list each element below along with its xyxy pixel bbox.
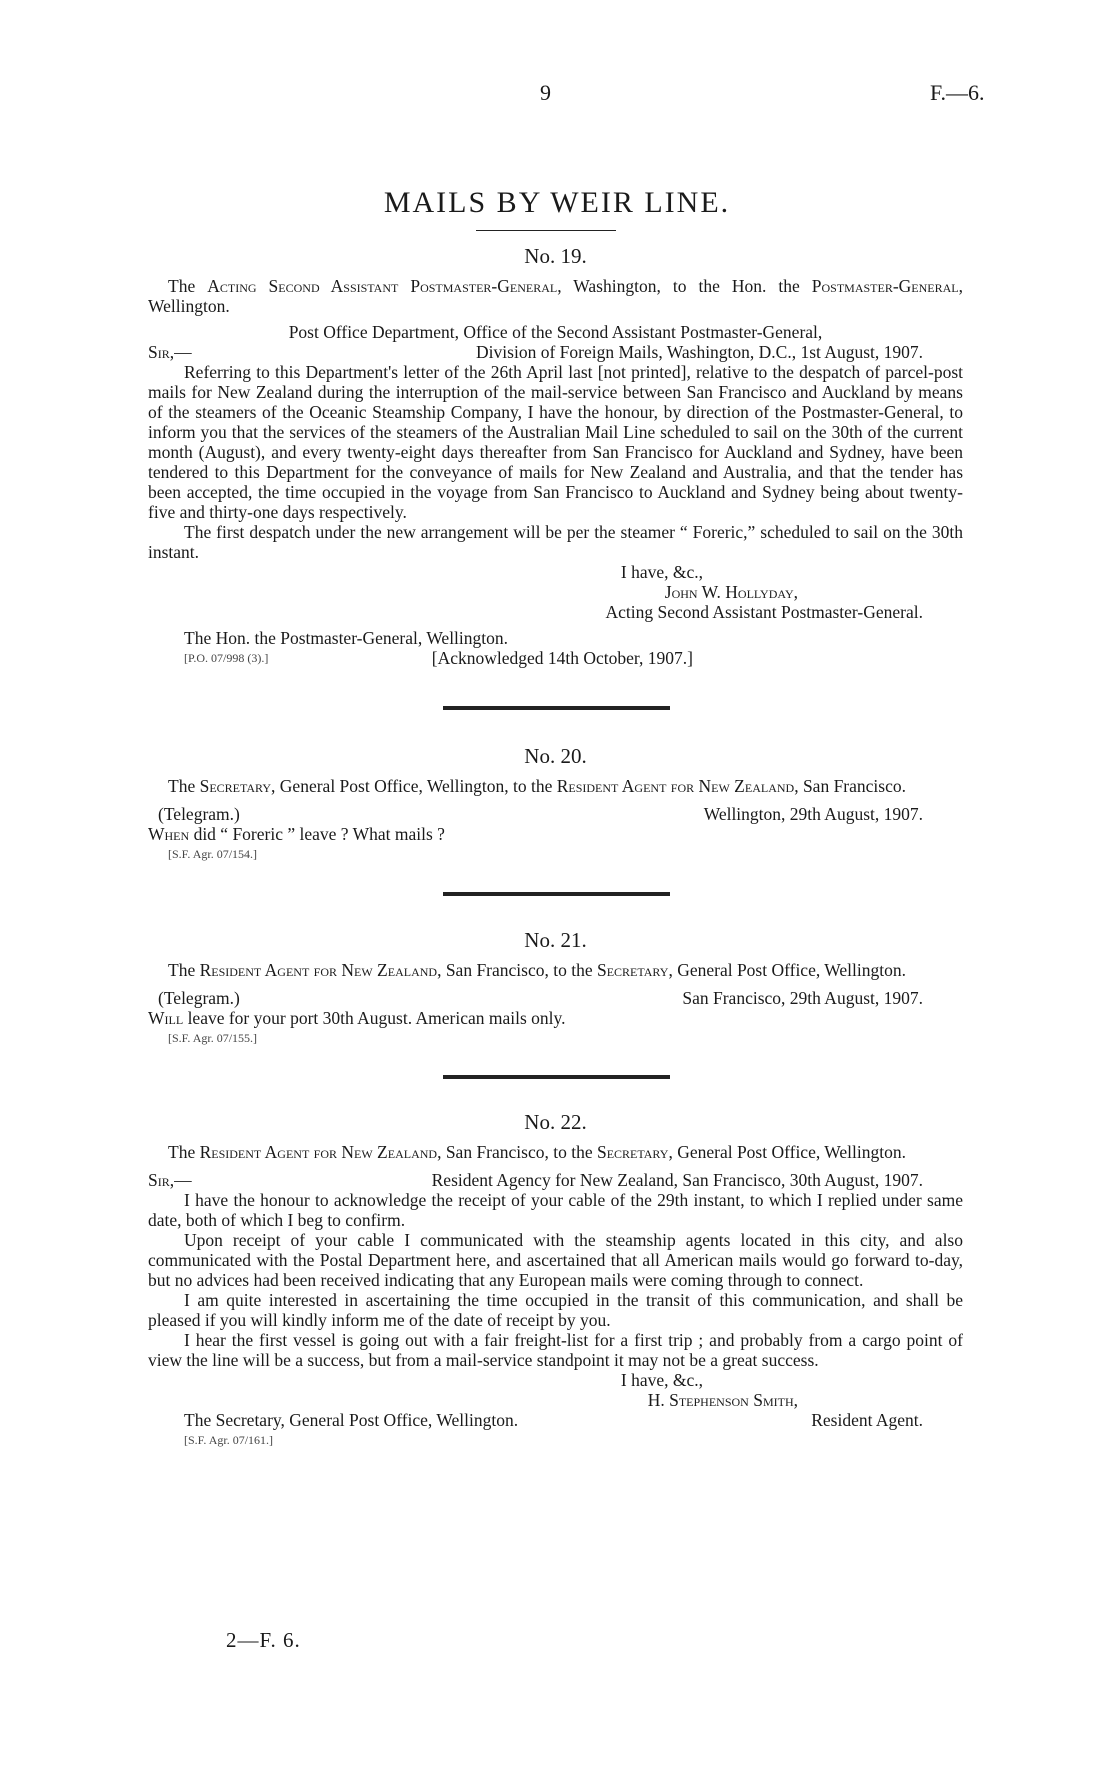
letter-20 (148, 746, 963, 864)
salutation-row (148, 342, 963, 362)
telegram-body: When did “ Foreric ” leave ? What mails ? (148, 824, 445, 844)
title-rule (476, 230, 616, 231)
letter-number: No. 21. (524, 928, 587, 952)
letter-21 (148, 930, 963, 1048)
sender-title: Resident Agent for New Zealand (199, 960, 438, 980)
page-number: 9 (540, 80, 551, 105)
paragraph: Upon receipt of your cable I communicated with the steamship agents located in this city, and also communicated with the Postal Department here, and ascertained that all American mails would go forward to-day, but no advices had been received indicating that any European mails were coming through to connect. (148, 1230, 963, 1290)
section-divider (443, 892, 670, 896)
reference: [S.F. Agr. 07/154.] (168, 847, 258, 861)
paragraph: I have the honour to acknowledge the receipt of your cable of the 29th instant, to which I replied under same date, both of which I beg to confirm. (148, 1190, 963, 1230)
signoff: I have, &c., (620, 1370, 703, 1390)
dateline: San Francisco, 29th August, 1907. (682, 988, 923, 1008)
paragraph: I hear the first vessel is going out with a fair freight-list for a first trip ; and probably from a cargo point of view the line will be a success, but from a mail-service standpoint it may not be a great success. (148, 1330, 963, 1370)
telegram-label: (Telegram.) (158, 988, 240, 1008)
letter-address: The Secretary, General Post Office, Wellington, to the Resident Agent for New Zealand, San Francisco. (168, 776, 906, 796)
signer-title: Resident Agent. (811, 1410, 923, 1430)
telegram-label: (Telegram.) (158, 804, 240, 824)
letter-number: No. 20. (524, 744, 587, 768)
letter-22 (148, 1112, 963, 1450)
reference: [S.F. Agr. 07/155.] (168, 1031, 258, 1045)
reference: [S.F. Agr. 07/161.] (184, 1433, 274, 1447)
office-line: Post Office Department, Office of the Second Assistant Postmaster-General, (288, 322, 823, 342)
reference: [P.O. 07/998 (3).] (184, 651, 269, 665)
recipient-title: Secretary (596, 1142, 669, 1162)
section-divider (443, 1075, 670, 1079)
letter-address: The Acting Second Assistant Postmaster-General, Washington, to the Hon. the Postmaster-General, Wellington. (148, 276, 964, 316)
letter-19 (148, 246, 963, 668)
letter-number: No. 19. (524, 244, 587, 268)
paragraph: The first despatch under the new arrangement will be per the steamer “ Foreric,” scheduled to sail on the 30th instant. (148, 522, 963, 562)
salutation: Sir,— (148, 1170, 192, 1190)
sender-title: Resident Agent for New Zealand (199, 1142, 438, 1162)
signer-title: Acting Second Assistant Postmaster-General. (605, 602, 923, 622)
recipient-title: Postmaster-General (811, 276, 959, 296)
dateline: Wellington, 29th August, 1907. (703, 804, 923, 824)
letter-address: The Resident Agent for New Zealand, San Francisco, to the Secretary, General Post Office, Wellington. (168, 960, 906, 980)
sheet-signature-mark: 2—F. 6. (226, 1628, 301, 1652)
paragraph: I am quite interested in ascertaining the time occupied in the transit of this communication, and shall be pleased if you will kindly inform me of the date of receipt by you. (148, 1290, 963, 1330)
page-title: MAILS BY WEIR LINE. (383, 186, 731, 219)
telegram-body: Will leave for your port 30th August. American mails only. (148, 1008, 566, 1028)
signoff: I have, &c., (620, 562, 703, 582)
recipient-line: The Hon. the Postmaster-General, Wellington. (184, 628, 509, 648)
letter-number: No. 22. (524, 1110, 587, 1134)
sender-title: Secretary (199, 776, 272, 796)
paper-code: F.—6. (930, 80, 985, 105)
acknowledged-note: [Acknowledged 14th October, 1907.] (431, 648, 693, 668)
salutation: Sir,— (148, 342, 192, 362)
recipient-title: Secretary (596, 960, 669, 980)
recipient-title: Resident Agent for New Zealand (556, 776, 795, 796)
signer-name: H. Stephenson Smith, (647, 1390, 798, 1410)
sender-title: Acting Second Assistant Postmaster-General (207, 276, 558, 296)
section-divider (443, 706, 670, 710)
signer-name: John W. Hollyday, (664, 582, 798, 602)
letter-address: The Resident Agent for New Zealand, San Francisco, to the Secretary, General Post Office, Wellington. (168, 1142, 906, 1162)
dateline: Division of Foreign Mails, Washington, D.C., 1st August, 1907. (476, 342, 923, 362)
recipient-line: The Secretary, General Post Office, Wellington. (184, 1410, 519, 1430)
dateline: Resident Agency for New Zealand, San Francisco, 30th August, 1907. (431, 1170, 923, 1190)
paragraph: Referring to this Department's letter of the 26th April last [not printed], relative to the despatch of parcel-post mails for New Zealand during the interruption of the mail-service between San Francisco and Auckland by means of the steamers of the Oceanic Steamship Company, I have the honour, by direction of the Postmaster-General, to inform you that the services of the steamers of the Australian Mail Line scheduled to sail on the 30th of the current month (August), and every twenty-eight days thereafter from San Francisco for Auckland and Sydney, have been tendered to this Department for the conveyance of mails for New Zealand and Australia, and that the tender has been accepted, the time occupied in the voyage from San Francisco to Auckland and Sydney being about twenty-five and thirty-one days respectively. (148, 362, 963, 522)
